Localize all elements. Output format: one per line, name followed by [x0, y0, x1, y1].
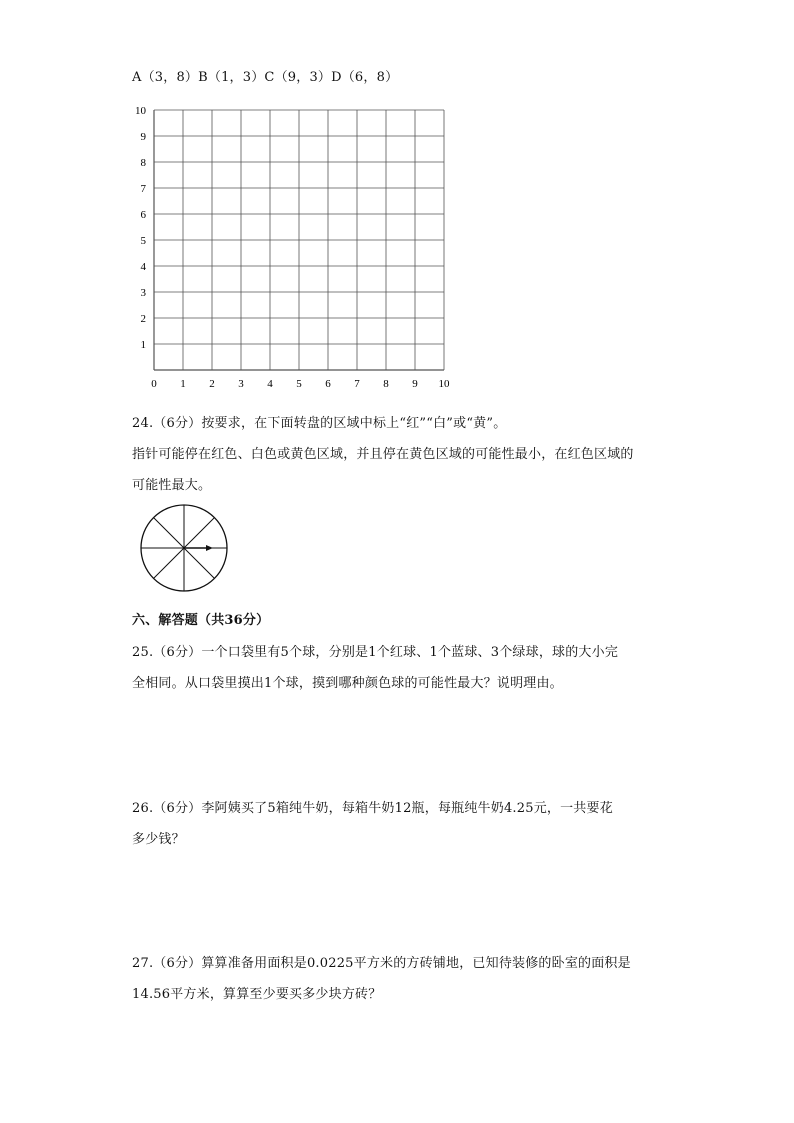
- q25-line1: 25.（6分）一个口袋里有5个球，分别是1个红球、1个蓝球、3个绿球，球的大小完: [132, 645, 619, 660]
- pointer-arrowhead-icon: [206, 545, 213, 551]
- section-heading: 六、解答题（共36分）: [132, 613, 270, 628]
- x-tick-label: 7: [354, 378, 360, 390]
- q26-line1: 26.（6分）李阿姨买了5箱纯牛奶，每箱牛奶12瓶，每瓶纯牛奶4.25元，一共要花: [132, 801, 613, 816]
- x-tick-label: 6: [325, 378, 331, 390]
- q24-title: 24.（6分）按要求，在下面转盘的区域中标上“红”“白”或“黄”。: [132, 416, 507, 431]
- y-tick-label: 1: [140, 339, 146, 351]
- y-tick-label: 7: [140, 183, 146, 195]
- y-tick-label: 3: [140, 287, 146, 299]
- y-tick-label: 4: [140, 261, 146, 273]
- q25-line2: 全相同。从口袋里摸出1个球，摸到哪种颜色球的可能性最大？说明理由。: [132, 676, 563, 691]
- q27-line2: 14.56平方米，算算至少要买多少块方砖？: [132, 987, 382, 1002]
- x-tick-label: 5: [296, 378, 302, 390]
- x-tick-label: 0: [151, 378, 157, 390]
- y-tick-label: 2: [140, 313, 146, 325]
- x-tick-label: 9: [412, 378, 418, 390]
- y-tick-label: 8: [140, 157, 146, 169]
- x-tick-label: 10: [438, 378, 450, 390]
- x-tick-label: 8: [383, 378, 389, 390]
- coordinates-line: A（3，8）B（1，3）C（9，3）D（6，8）: [132, 70, 399, 85]
- x-tick-label: 2: [209, 378, 215, 390]
- q24-line1: 指针可能停在红色、白色或黄色区域，并且停在黄色区域的可能性最小，在红色区域的: [132, 447, 634, 462]
- q27-line1: 27.（6分）算算准备用面积是0.0225平方米的方砖铺地，已知待装修的卧室的面积是: [132, 956, 631, 971]
- x-tick-label: 4: [267, 378, 273, 390]
- y-tick-label: 5: [140, 235, 146, 247]
- x-tick-label: 3: [238, 378, 244, 390]
- y-tick-label: 9: [140, 131, 146, 143]
- x-tick-label: 1: [180, 378, 186, 390]
- q24-line2: 可能性最大。: [132, 478, 212, 493]
- y-tick-label: 6: [140, 209, 146, 221]
- q26-line2: 多少钱？: [132, 832, 185, 847]
- y-tick-label: 10: [135, 105, 146, 117]
